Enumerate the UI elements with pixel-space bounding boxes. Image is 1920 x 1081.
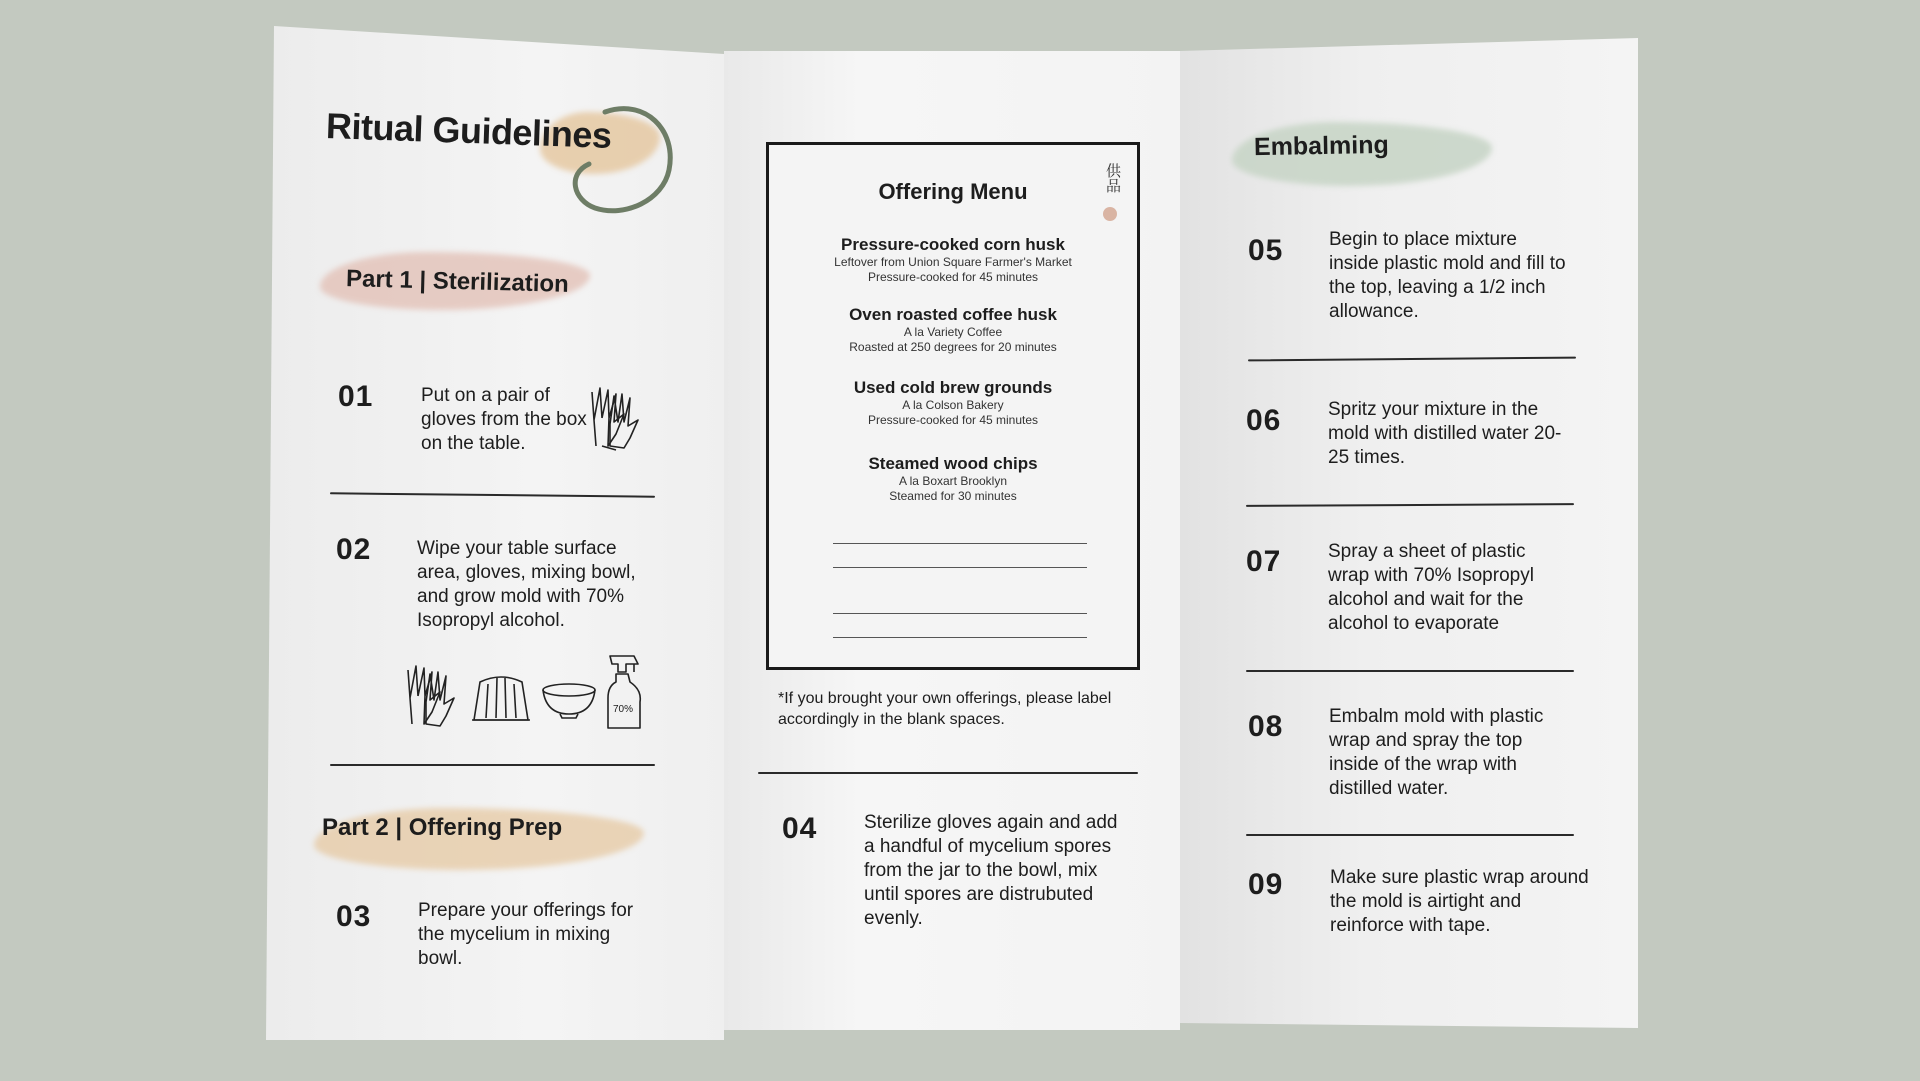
blank-line: [833, 543, 1087, 544]
menu-item-detail: A la Boxart Brooklyn: [898, 474, 1008, 488]
spray-bottle-label: 70%: [613, 704, 634, 715]
menu-item-detail: Roasted at 250 degrees for 20 minutes: [849, 340, 1057, 354]
gloves-icon: [586, 380, 646, 452]
divider-7: [1246, 834, 1574, 836]
blank-line: [833, 567, 1087, 568]
menu-item-detail: A la Variety Coffee: [903, 325, 1003, 339]
step-07-number: 07: [1246, 545, 1282, 578]
step-03-number: 03: [336, 900, 372, 933]
step-09-number: 09: [1248, 868, 1284, 901]
menu-item: [769, 378, 1137, 428]
menu-item-name: Steamed wood chips: [868, 454, 1038, 473]
step-05-text: Begin to place mixture inside plastic mold and fill to the top, leaving a 1/2 inch allowance.: [1329, 229, 1566, 322]
bowl-icon: [540, 680, 598, 720]
step-06-number: 06: [1246, 404, 1282, 437]
blank-line: [833, 637, 1087, 638]
embalming-title: Embalming: [1253, 130, 1389, 162]
menu-item-name: Used cold brew grounds: [853, 378, 1053, 397]
step-08-number: 08: [1248, 710, 1284, 743]
menu-item: [769, 305, 1137, 355]
step-04-number: 04: [782, 812, 818, 845]
step-02-text: Wipe your table surface area, gloves, mixing bowl, and grow mold with 70% Isopropyl alcohol.: [417, 538, 636, 631]
step-07-text: Spray a sheet of plastic wrap with 70% Isopropyl alcohol and wait for the alcohol to evaporate: [1328, 541, 1534, 634]
menu-item: [769, 454, 1137, 504]
seal-icon: [1103, 207, 1117, 221]
menu-footnote: *If you brought your own offerings, please label accordingly in the blank spaces.: [778, 690, 1112, 728]
menu-kanji: 供品: [1104, 163, 1121, 193]
menu-item: [769, 235, 1137, 285]
page-title: Ritual Guidelines: [325, 105, 613, 156]
menu-title: Offering Menu: [878, 179, 1028, 204]
gloves-icon: [404, 660, 458, 730]
spray-bottle-icon: [604, 652, 644, 732]
step-05-number: 05: [1248, 234, 1284, 267]
step-03-text: Prepare your offerings for the mycelium in mixing bowl.: [418, 900, 634, 969]
part1-title: Part 1 | Sterilization: [345, 265, 570, 298]
menu-item-detail: Steamed for 30 minutes: [889, 489, 1017, 503]
divider-6: [1246, 670, 1574, 672]
step-04-text: Sterilize gloves again and add a handful of mycelium spores from the jar to the bowl, mix until spores are distrubuted evenly.: [864, 812, 1118, 929]
step-08-text: Embalm mold with plastic wrap and spray the top inside of the wrap with distilled water.: [1329, 706, 1544, 799]
step-01-number: 01: [338, 380, 374, 413]
offering-menu: [766, 142, 1140, 670]
divider-3: [758, 772, 1138, 774]
menu-item-name: Pressure-cooked corn husk: [841, 235, 1065, 254]
step-02-number: 02: [336, 533, 372, 566]
menu-item-detail: Leftover from Union Square Farmer's Market: [834, 255, 1072, 269]
divider-2: [330, 764, 655, 766]
part2-title: Part 2 | Offering Prep: [322, 814, 563, 841]
menu-item-detail: Pressure-cooked for 45 minutes: [867, 413, 1039, 427]
step-01-text: Put on a pair of gloves from the box on the table.: [421, 385, 587, 454]
blank-line: [833, 613, 1087, 614]
menu-item-name: Oven roasted coffee husk: [849, 305, 1057, 324]
menu-item-detail: A la Colson Bakery: [902, 398, 1004, 412]
menu-item-detail: Pressure-cooked for 45 minutes: [867, 270, 1039, 284]
mold-icon: [470, 672, 532, 724]
step-06-text: Spritz your mixture in the mold with distilled water 20-25 times.: [1328, 399, 1562, 468]
step-09-text: Make sure plastic wrap around the mold is airtight and reinforce with tape.: [1330, 867, 1589, 936]
